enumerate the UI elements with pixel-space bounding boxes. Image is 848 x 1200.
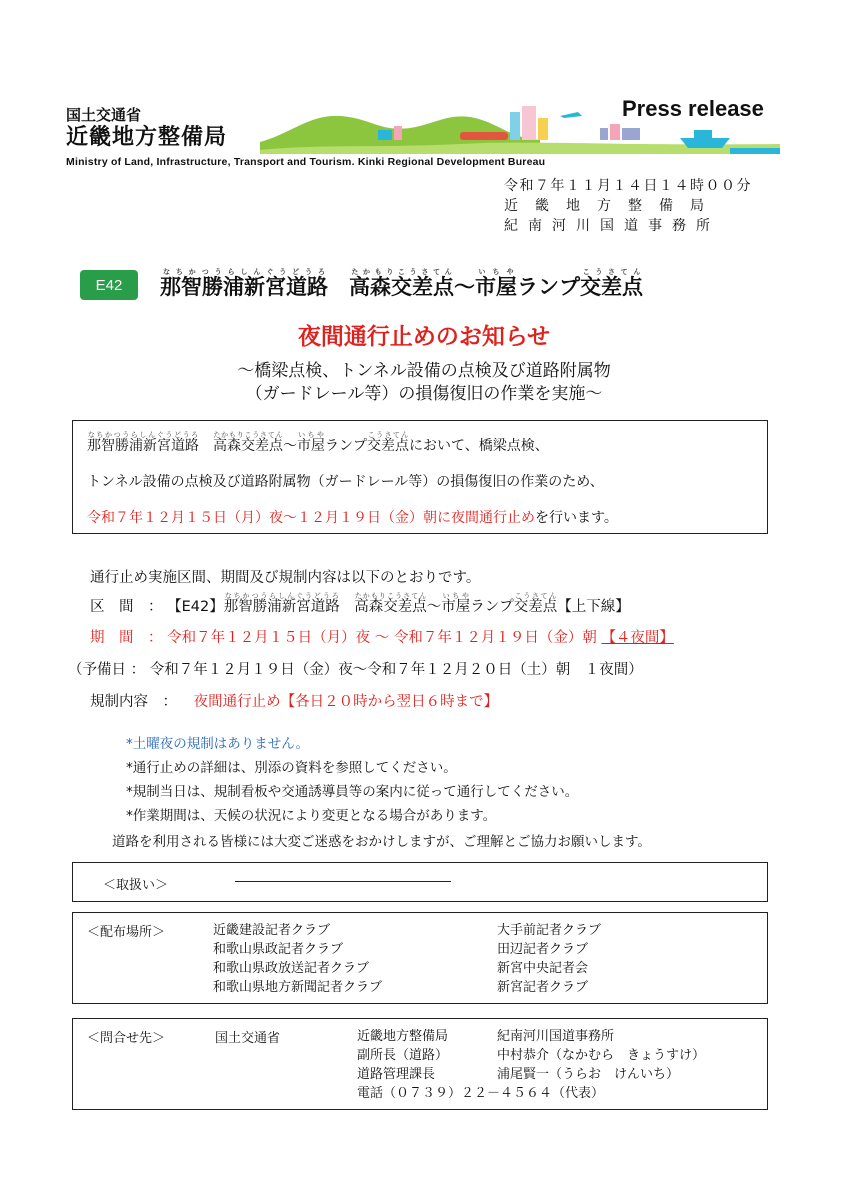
date-block: [504, 176, 774, 236]
handling-blank-line: [235, 881, 451, 882]
section-b3-ruby: こうさてん: [513, 592, 558, 600]
note-guidance: *規制当日は、規制看板や交通誘導員等の案内に従って通行してください。: [126, 784, 579, 800]
org-name-english: Ministry of Land, Infrastructure, Transport and Tourism. Kinki Regional Development Bureau: [66, 156, 546, 168]
office-kinan-text: 紀南河川国道事務所: [504, 218, 720, 234]
contact-role2: 道路管理課長: [357, 1067, 436, 1082]
summary-line1-rest: において、橋梁点検、: [409, 438, 549, 454]
note-details: *通行止めの詳細は、別添の資料を参照してください。: [126, 760, 457, 776]
summary-section-b3: 交差点: [367, 438, 409, 454]
press-release-label: Press release: [622, 96, 764, 121]
subtitle: [0, 360, 848, 406]
period-label: 期 間 ：: [90, 630, 163, 646]
contact-role1: 副所長（道路）: [357, 1048, 449, 1063]
section-b1: 市屋: [441, 599, 471, 615]
title-section-b1: 市屋: [475, 275, 517, 299]
distribution-item: 和歌山県政放送記者クラブ: [213, 961, 370, 976]
title-section-a: 高森交差点: [349, 275, 454, 299]
distribution-item: 新宮記者クラブ: [497, 980, 589, 995]
title-section-a-ruby: たかもりこうさてん: [349, 268, 454, 276]
contact-label: ＜問合せ先＞: [87, 1031, 166, 1046]
note-saturday: *土曜夜の規制はありません。: [126, 736, 310, 752]
period-value: 令和７年１２月１５日（月）夜 ～ 令和７年１２月１９日（金）朝: [167, 630, 597, 646]
handling-box: [72, 862, 768, 902]
release-datetime: 令和７年１１月１４日１４時００分: [504, 178, 752, 194]
period-nights: 【４夜間】: [601, 630, 674, 646]
contact-name1: 中村恭介（なかむら きょうすけ）: [497, 1048, 706, 1063]
handling-label: ＜取扱い＞: [103, 878, 169, 893]
header-landscape-illustration: [260, 104, 780, 160]
rule-label: 規制内容 ：: [90, 694, 177, 710]
route-badge-e42: E42: [80, 270, 138, 300]
rule-value: 夜間通行止め【各日２０時から翌日６時まで】: [193, 694, 499, 710]
summary-tilde: ～: [283, 438, 297, 454]
summary-section-b1-ruby: いちや: [297, 431, 325, 439]
contact-ministry: 国土交通省: [215, 1031, 281, 1046]
section-suffix: 【上下線】: [557, 599, 630, 615]
section-b2: ランプ: [470, 599, 514, 615]
subtitle-line1: ～橋梁点検、トンネル設備の点検及び道路附属物: [237, 361, 611, 381]
contact-office: 紀南河川国道事務所: [497, 1029, 615, 1044]
section-b3: 交差点: [513, 599, 558, 615]
distribution-item: 近畿建設記者クラブ: [213, 923, 331, 938]
section-route-ruby: なちかつうらしんぐうどうろ: [223, 592, 340, 600]
distribution-item: 大手前記者クラブ: [497, 923, 602, 938]
details-period-row: [90, 626, 674, 647]
details-rule-row: [90, 690, 498, 711]
section-a: 高森交差点: [354, 599, 427, 615]
summary-box: [72, 420, 768, 534]
title-route-ruby: なちかつうらしんぐうどうろ: [160, 268, 328, 276]
contact-box: [72, 1018, 768, 1110]
title-route-name: 那智勝浦新宮道路: [160, 275, 328, 299]
subtitle-line2: （ガードレール等）の損傷復旧の作業を実施～: [245, 384, 603, 404]
summary-period-red: 令和７年１２月１５日（月）夜～１２月１９日（金）朝に夜間通行止め: [87, 510, 535, 526]
title-route-section: [160, 268, 643, 301]
distribution-item: 和歌山県政記者クラブ: [213, 942, 344, 957]
details-section-row: [90, 592, 630, 616]
org-name-ministry: 国土交通省: [66, 106, 142, 124]
contact-phone: 電話（０７３９）２２－４５６４（代表）: [357, 1086, 605, 1101]
title-section-b2: ランプ: [517, 275, 580, 299]
contact-name2: 浦尾賢一（うらお けんいち）: [497, 1067, 680, 1082]
title-section-b1-ruby: いちや: [475, 268, 517, 276]
section-label: 区 間 ：: [90, 599, 163, 615]
summary-line3-rest: を行います。: [535, 510, 618, 526]
section-b1-ruby: いちや: [441, 592, 471, 600]
section-a-ruby: たかもりこうさてん: [354, 592, 427, 600]
distribution-right-list: [497, 921, 601, 997]
office-kinki: [504, 196, 774, 216]
summary-route: 那智勝浦新宮道路: [87, 438, 199, 454]
summary-line3: [87, 507, 618, 527]
summary-line1: [87, 431, 549, 455]
summary-section-b1: 市屋: [297, 438, 325, 454]
main-title: 夜間通行止めのお知らせ: [297, 324, 551, 350]
note-weather: *作業期間は、天候の状況により変更となる場合があります。: [126, 808, 497, 824]
apology: 道路を利用される皆様には大変ご迷惑をおかけしますが、ご理解とご協力お願いします。: [112, 834, 651, 850]
office-kinan: [504, 216, 774, 236]
section-route: 那智勝浦新宮道路: [223, 599, 340, 615]
section-prefix: 【E42】: [167, 599, 224, 615]
summary-route-ruby: なちかつうらしんぐうどうろ: [87, 431, 199, 439]
distribution-item: 田辺記者クラブ: [497, 942, 589, 957]
summary-section-b2: ランプ: [325, 438, 367, 454]
details-intro: 通行止め実施区間、期間及び規制内容は以下のとおりです。: [90, 570, 481, 586]
section-tilde: ～: [426, 599, 442, 615]
details-reserve-row: （予備日 ： 令和７年１２月１９日（金）夜～令和７年１２月２０日（土）朝 １夜間）: [68, 662, 643, 678]
org-name-bureau: 近畿地方整備局: [66, 125, 228, 150]
title-tilde: ～: [454, 275, 475, 299]
distribution-box: [72, 912, 768, 1004]
distribution-item: 和歌山県地方新聞記者クラブ: [213, 980, 383, 995]
contact-bureau: 近畿地方整備局: [357, 1029, 449, 1044]
summary-section-a-ruby: たかもりこうさてん: [213, 431, 283, 439]
summary-section-b3-ruby: こうさてん: [367, 431, 409, 439]
contact-right-col: [497, 1027, 705, 1084]
distribution-label: ＜配布場所＞: [87, 925, 166, 940]
distribution-item: 新宮中央記者会: [497, 961, 589, 976]
office-kinki-text: 近畿地方整備局: [504, 198, 721, 214]
title-section-b3-ruby: こうさてん: [580, 268, 643, 276]
summary-section-a: 高森交差点: [213, 438, 283, 454]
summary-line2: トンネル設備の点検及び道路附属物（ガードレール等）の損傷復旧の作業のため、: [87, 474, 604, 490]
distribution-left-list: [213, 921, 382, 997]
title-section-b3: 交差点: [580, 275, 643, 299]
